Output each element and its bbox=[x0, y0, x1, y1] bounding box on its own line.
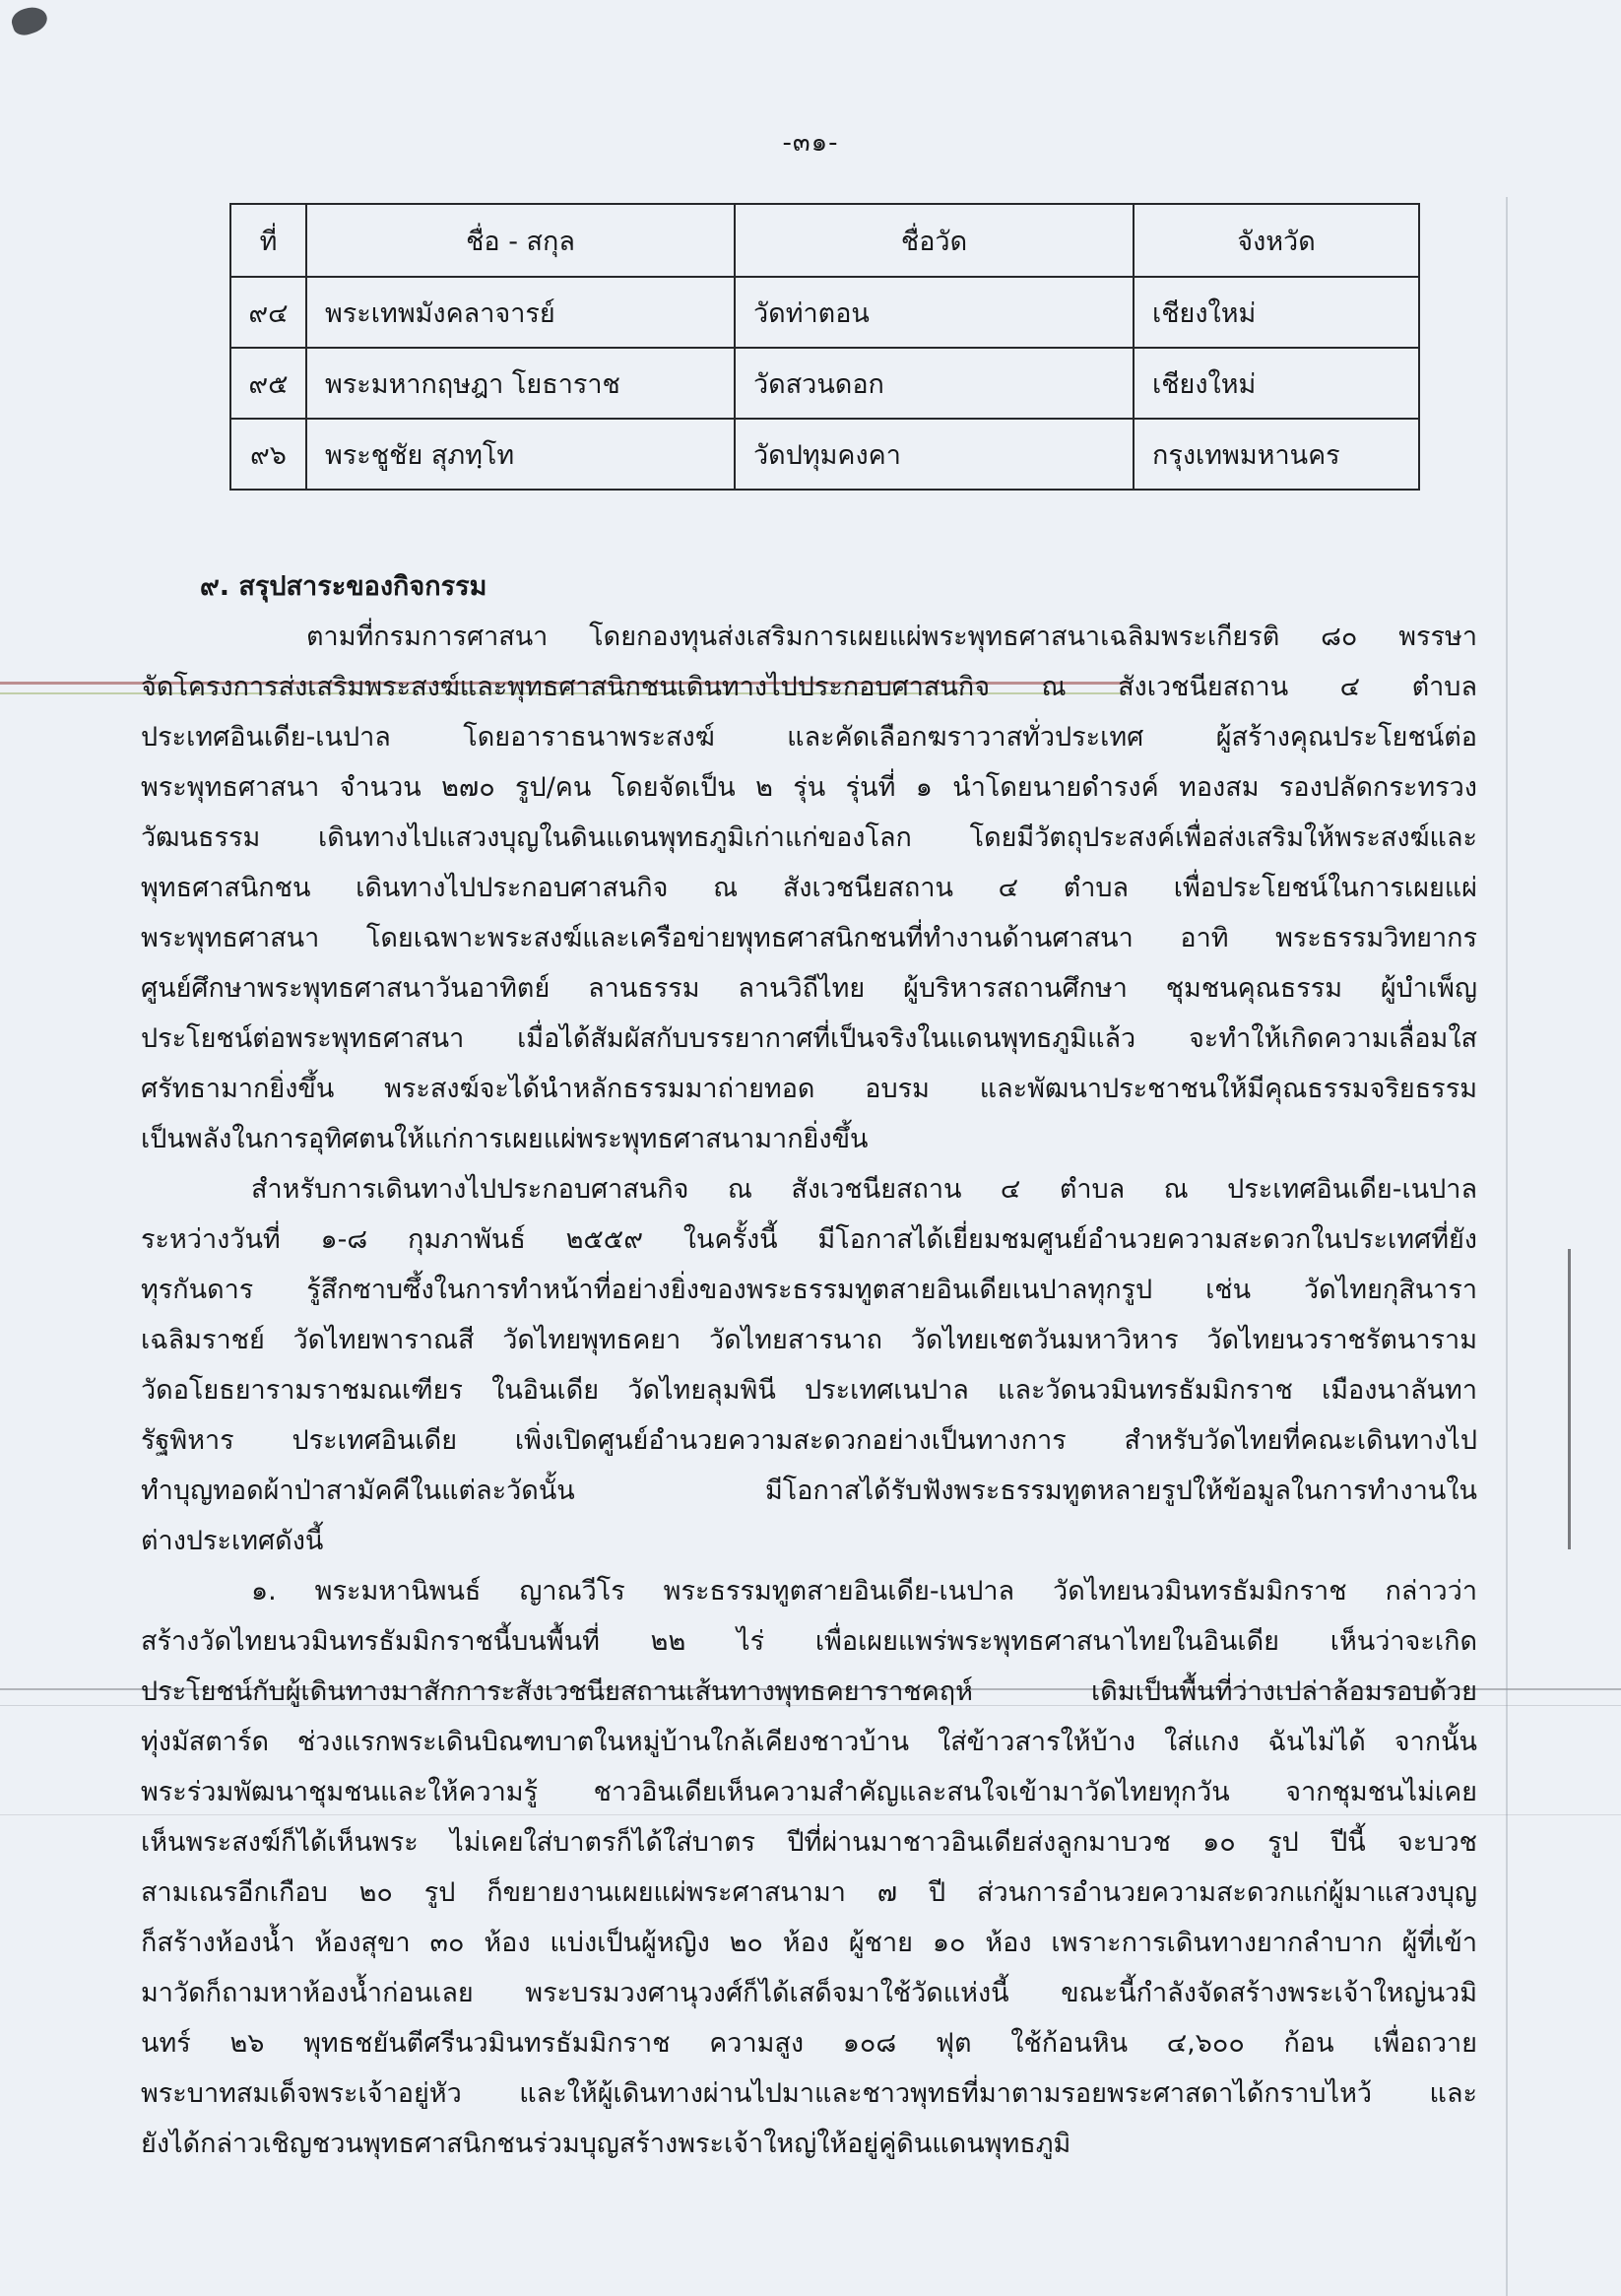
text-line: สร้างวัดไทยนวมินทรธัมมิกราชนี้บนพื้นที่ ๒๒ ไร่ เพื่อเผยแพร่พระพุทธศาสนาไทยในอินเดีย เห็นว่าจะเกิด bbox=[141, 1626, 1477, 1657]
text-line: ทุ่งมัสตาร์ด ช่วงแรกพระเดินบิณฑบาตในหมู่บ้านใกล้เคียงชาวบ้าน ใส่ข้าวสารให้บ้าง ใส่แกง ฉันไม่ได้ จากนั้น bbox=[141, 1727, 1477, 1757]
text-line: ทำบุญทอดผ้าป่าสามัคคีในแต่ละวัดนั้น มีโอกาสได้รับฟังพระธรรมทูตหลายรูปให้ข้อมูลในการทำงานใน bbox=[141, 1476, 1477, 1506]
table-cell: วัดท่าตอน bbox=[735, 277, 1134, 348]
text-line: พระพุทธศาสนา จำนวน ๒๗๐ รูป/คน โดยจัดเป็น ๒ รุ่น รุ่นที่ ๑ นำโดยนายดำรงค์ ทองสม รองปลัดกระทรวง bbox=[141, 772, 1477, 803]
text-line: ตามที่กรมการศาสนา โดยกองทุนส่งเสริมการเผยแผ่พระพุทธศาสนาเฉลิมพระเกียรติ ๘๐ พรรษา bbox=[306, 622, 1477, 652]
text-line: พุทธศาสนิกชน เดินทางไปประกอบศาสนกิจ ณ สังเวชนียสถาน ๔ ตำบล เพื่อประโยชน์ในการเผยแผ่ bbox=[141, 873, 1477, 903]
paragraph-2 bbox=[141, 1164, 1477, 1566]
table-cell: ๙๕ bbox=[230, 348, 306, 419]
column-header: ชื่อ - สกุล bbox=[306, 204, 735, 277]
table-row bbox=[230, 277, 1419, 348]
column-header: ชื่อวัด bbox=[735, 204, 1134, 277]
table-cell: วัดสวนดอก bbox=[735, 348, 1134, 419]
section-heading: ๙. สรุปสาระของกิจกรรม bbox=[200, 571, 487, 602]
text-line: สามเณรอีกเกือบ ๒๐ รูป ก็ขยายงานเผยแผ่พระศาสนามา ๗ ปี ส่วนการอำนวยความสะดวกแก่ผู้มาแสวงบุญ bbox=[141, 1877, 1477, 1908]
page-number: -๓๑- bbox=[782, 128, 839, 158]
text-line: พระร่วมพัฒนาชุมชนและให้ความรู้ ชาวอินเดียเห็นความสำคัญและสนใจเข้ามาวัดไทยทุกวัน จากชุมชนไม่เคย bbox=[141, 1777, 1477, 1807]
table-cell: พระมหากฤษฎา โยธาราช bbox=[306, 348, 735, 419]
table-row bbox=[230, 348, 1419, 419]
roster-head-row bbox=[230, 204, 1419, 277]
column-header: ที่ bbox=[230, 204, 306, 277]
column-header: จังหวัด bbox=[1134, 204, 1419, 277]
text-line: พระบาทสมเด็จพระเจ้าอยู่หัว และให้ผู้เดินทางผ่านไปมาและชาวพุทธที่มาตามรอยพระศาสดาได้กราบไหว้ และ bbox=[141, 2078, 1477, 2109]
roster-table bbox=[229, 203, 1420, 491]
text-line: ก็สร้างห้องน้ำ ห้องสุขา ๓๐ ห้อง แบ่งเป็นผู้หญิง ๒๐ ห้อง ผู้ชาย ๑๐ ห้อง เพราะการเดินทางยากลำบาก ผู้ที่เข้า bbox=[141, 1928, 1477, 1958]
text-line: เห็นพระสงฆ์ก็ได้เห็นพระ ไม่เคยใส่บาตรก็ได้ใส่บาตร ปีที่ผ่านมาชาวอินเดียส่งลูกมาบวช ๑๐ รูป ปีนี้ จะบวช bbox=[141, 1827, 1477, 1858]
table-cell: พระเทพมังคลาจารย์ bbox=[306, 277, 735, 348]
text-line: ระหว่างวันที่ ๑-๘ กุมภาพันธ์ ๒๕๕๙ ในครั้งนี้ มีโอกาสได้เยี่ยมชมศูนย์อำนวยความสะดวกในประเทศที่ยัง bbox=[141, 1224, 1477, 1255]
table-cell: ๙๖ bbox=[230, 419, 306, 490]
text-line: วัดอโยธยารามราชมณเฑียร ในอินเดีย วัดไทยลุมพินี ประเทศเนปาล และวัดนวมินทรธัมมิกราช เมืองนาลันทา bbox=[141, 1375, 1477, 1406]
text-line: สำหรับการเดินทางไปประกอบศาสนกิจ ณ สังเวชนียสถาน ๔ ตำบล ณ ประเทศอินเดีย-เนปาล bbox=[251, 1174, 1477, 1205]
table-cell: พระชูชัย สุภทฺโท bbox=[306, 419, 735, 490]
text-line: พระพุทธศาสนา โดยเฉพาะพระสงฆ์และเครือข่ายพุทธศาสนิกชนที่ทำงานด้านศาสนา อาทิ พระธรรมวิทยากร bbox=[141, 923, 1477, 953]
text-line: ศรัทธามากยิ่งขึ้น พระสงฆ์จะได้นำหลักธรรมมาถ่ายทอด อบรม และพัฒนาประชาชนให้มีคุณธรรมจริยธรรม bbox=[141, 1074, 1477, 1104]
scan-line-artifact bbox=[1568, 1249, 1571, 1549]
table-row bbox=[230, 419, 1419, 490]
table-cell: ๙๔ bbox=[230, 277, 306, 348]
table-cell: เชียงใหม่ bbox=[1134, 348, 1419, 419]
text-line: ทุรกันดาร รู้สึกซาบซึ้งในการทำหน้าที่อย่างยิ่งของพระธรรมทูตสายอินเดียเนปาลทุกรูป เช่น วัดไทยกุสินารา bbox=[141, 1275, 1477, 1305]
roster-body bbox=[230, 277, 1419, 490]
scan-corner-mark bbox=[9, 3, 50, 38]
document-body bbox=[141, 561, 1477, 2169]
text-line: ยังได้กล่าวเชิญชวนพุทธศาสนิกชนร่วมบุญสร้างพระเจ้าใหญ่ให้อยู่คู่ดินแดนพุทธภูมิ bbox=[141, 2129, 1071, 2159]
text-line: ประเทศอินเดีย-เนปาล โดยอาราธนาพระสงฆ์ และคัดเลือกฆราวาสทั่วประเทศ ผู้สร้างคุณประโยชน์ต่อ bbox=[141, 722, 1477, 753]
paragraph-1 bbox=[141, 612, 1477, 1164]
paragraph-3 bbox=[141, 1566, 1477, 2169]
text-line: เฉลิมราชย์ วัดไทยพาราณสี วัดไทยพุทธคยา วัดไทยสารนาถ วัดไทยเชตวันมหาวิหาร วัดไทยนวราชรัตนาราม bbox=[141, 1325, 1477, 1355]
text-line: วัฒนธรรม เดินทางไปแสวงบุญในดินแดนพุทธภูมิเก่าแก่ของโลก โดยมีวัตถุประสงค์เพื่อส่งเสริมให้พระสงฆ์และ bbox=[141, 822, 1477, 853]
table-cell: วัดปทุมคงคา bbox=[735, 419, 1134, 490]
text-line: ต่างประเทศดังนี้ bbox=[141, 1526, 324, 1556]
text-line: เป็นพลังในการอุทิศตนให้แก่การเผยแผ่พระพุทธศาสนามากยิ่งขึ้น bbox=[141, 1124, 869, 1154]
roster-header bbox=[230, 204, 1419, 277]
text-line: ประโยชน์ต่อพระพุทธศาสนา เมื่อได้สัมผัสกับบรรยากาศที่เป็นจริงในแดนพุทธภูมิแล้ว จะทำให้เกิดความเลื่อมใส bbox=[141, 1023, 1477, 1054]
table-cell: กรุงเทพมหานคร bbox=[1134, 419, 1419, 490]
text-line: มาวัดก็ถามหาห้องน้ำก่อนเลย พระบรมวงศานุวงศ์ก็ได้เสด็จมาใช้วัดแห่งนี้ ขณะนี้กำลังจัดสร้างพระเจ้าใหญ่นวมิ bbox=[141, 1978, 1477, 2008]
text-line: ๑. พระมหานิพนธ์ ญาณวีโร พระธรรมทูตสายอินเดีย-เนปาล วัดไทยนวมินทรธัมมิกราช กล่าวว่า bbox=[251, 1576, 1477, 1607]
text-line: ศูนย์ศึกษาพระพุทธศาสนาวันอาทิตย์ ลานธรรม ลานวิถีไทย ผู้บริหารสถานศึกษา ชุมชนคุณธรรม ผู้บำเพ็ญ bbox=[141, 973, 1477, 1004]
text-line: รัฐพิหาร ประเทศอินเดีย เพิ่งเปิดศูนย์อำนวยความสะดวกอย่างเป็นทางการ สำหรับวัดไทยที่คณะเดินทางไป bbox=[141, 1425, 1477, 1456]
text-line: จัดโครงการส่งเสริมพระสงฆ์และพุทธศาสนิกชนเดินทางไปประกอบศาสนกิจ ณ สังเวชนียสถาน ๔ ตำบล bbox=[141, 672, 1477, 702]
table-cell: เชียงใหม่ bbox=[1134, 277, 1419, 348]
text-line: นทร์ ๒๖ พุทธชยันตีศรีนวมินทรธัมมิกราช ความสูง ๑๐๘ ฟุต ใช้ก้อนหิน ๔,๖๐๐ ก้อน เพื่อถวาย bbox=[141, 2028, 1477, 2059]
paper-edge-line bbox=[1506, 197, 1508, 2296]
text-line: ประโยชน์กับผู้เดินทางมาสักการะสังเวชนียสถานเส้นทางพุทธคยาราชคฤห์ เดิมเป็นพื้นที่ว่างเปล่าล้อมรอบด้วย bbox=[141, 1676, 1477, 1707]
